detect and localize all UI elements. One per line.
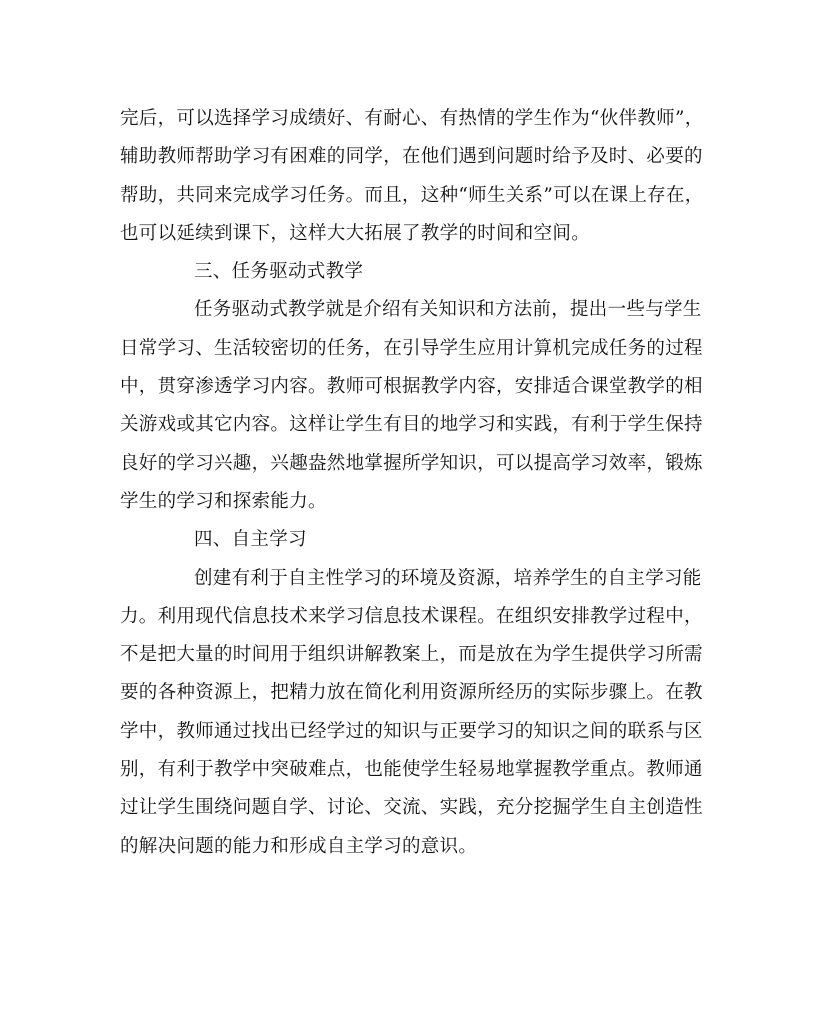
section-heading-self-learning: 四、自主学习 — [194, 529, 307, 551]
text-line: 不是把大量的时间用于组织讲解教案上，而是放在为学生提供学习所需 — [120, 644, 703, 666]
paragraph-partnership — [120, 100, 704, 253]
text-line: 也可以延续到课下，这样大大拓展了教学的时间和空间。 — [120, 222, 591, 244]
document-body — [120, 100, 704, 866]
text-line: 日常学习、生活较密切的任务，在引导学生应用计算机完成任务的过程 — [120, 337, 703, 359]
section-heading-task-driven: 三、任务驱动式教学 — [194, 261, 364, 283]
text-line: 良好的学习兴趣，兴趣盎然地掌握所学知识，可以提高学习效率，锻炼 — [120, 452, 703, 474]
text-line: 学中，教师通过找出已经学过的知识与正要学习的知识之间的联系与区 — [120, 720, 703, 742]
text-line: 的解决问题的能力和形成自主学习的意识。 — [120, 835, 478, 857]
text-line: 过让学生围绕问题自学、讨论、交流、实践，充分挖掘学生自主创造性 — [120, 797, 703, 819]
text-line: 帮助，共同来完成学习任务。而且，这种“师生关系”可以在课上存在， — [120, 184, 704, 206]
text-line: 学生的学习和探索能力。 — [120, 490, 327, 512]
text-line: 创建有利于自主性学习的环境及资源，培养学生的自主学习能 — [194, 567, 702, 589]
text-line: 任务驱动式教学就是介绍有关知识和方法前，提出一些与学生 — [194, 299, 702, 321]
text-line: 别，有利于教学中突破难点，也能使学生轻易地掌握教学重点。教师通 — [120, 759, 703, 781]
text-line: 辅助教师帮助学习有困难的同学，在他们遇到问题时给予及时、必要的 — [120, 146, 703, 168]
paragraph-task-driven — [120, 291, 703, 521]
text-line: 完后，可以选择学习成绩好、有耐心、有热情的学生作为“伙伴教师”， — [120, 108, 704, 129]
text-line: 要的各种资源上，把精力放在简化利用资源所经历的实际步骤上。在教 — [120, 682, 703, 704]
paragraph-self-learning — [120, 560, 703, 866]
text-line: 力。利用现代信息技术来学习信息技术课程。在组织安排教学过程中， — [120, 605, 703, 627]
text-line: 中，贯穿渗透学习内容。教师可根据教学内容，安排适合课堂教学的相 — [120, 376, 703, 398]
text-line: 关游戏或其它内容。这样让学生有目的地学习和实践，有利于学生保持 — [120, 414, 703, 436]
